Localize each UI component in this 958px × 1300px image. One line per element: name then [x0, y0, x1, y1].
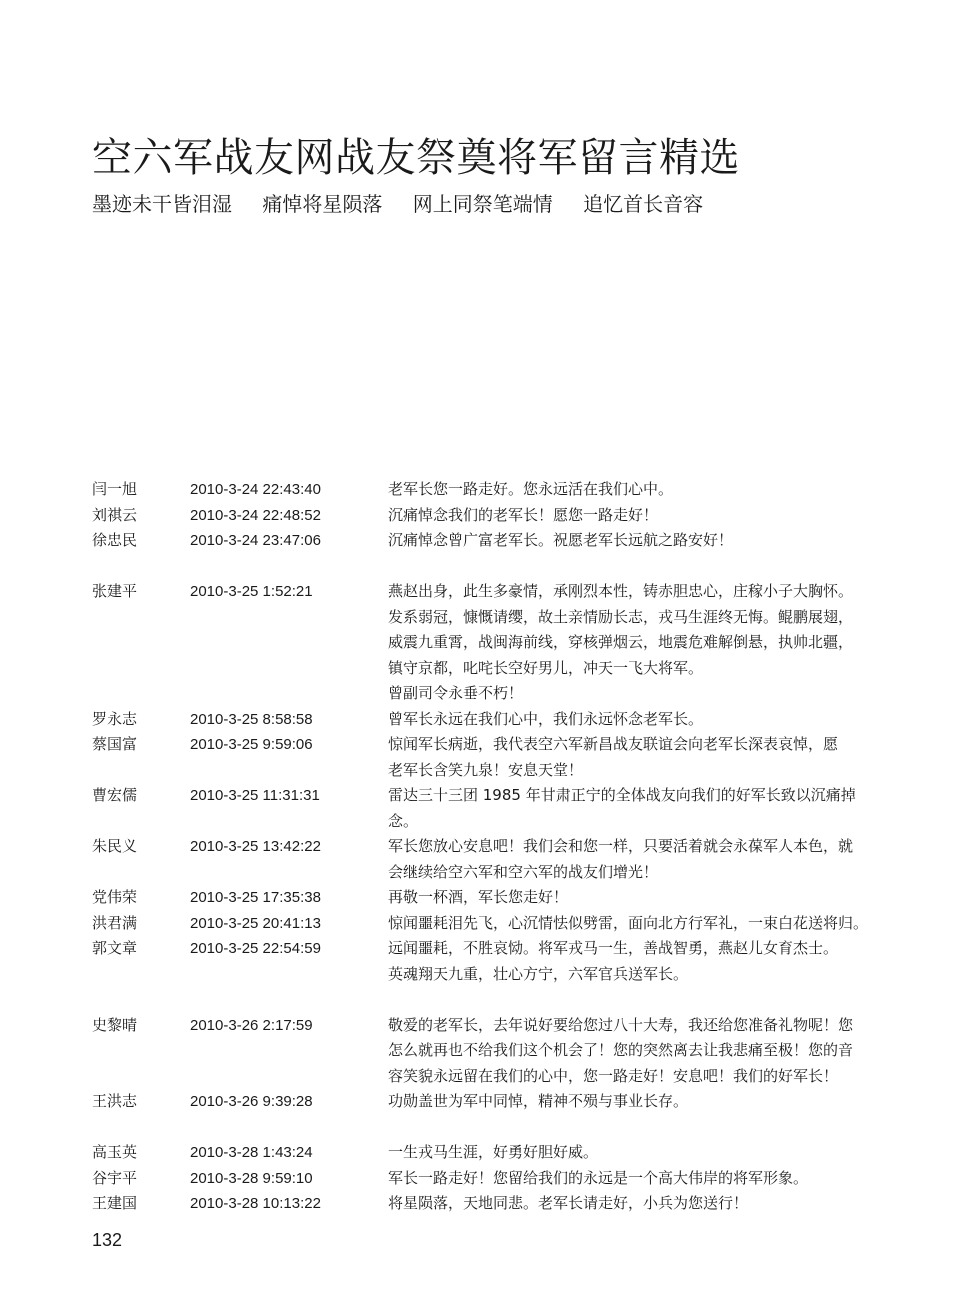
message-text [388, 834, 870, 885]
message-line: 军长一路走好！您留给我们的永远是一个高大伟岸的将军形象。 [388, 1168, 809, 1187]
message-entry [92, 707, 882, 733]
message-line: 惊闻军长病逝，我代表空六军新昌战友联谊会向老军长深表哀悼，愿 [388, 735, 839, 753]
subtitle-phrase: 痛悼将星陨落 [262, 192, 383, 216]
message-line: 容笑貌永远留在我们的心中，您一路走好！安息吧！我们的好军长！ [388, 1066, 839, 1085]
message-entry [92, 936, 882, 987]
message-text [388, 1089, 870, 1115]
message-line: 曾副司令永垂不朽！ [388, 684, 524, 702]
message-line: 沉痛悼念曾广富老军长。祝愿老军长远航之路安好！ [388, 531, 734, 549]
timestamp: 2010-3-28 9:59:10 [190, 1169, 313, 1187]
message-text [388, 1166, 870, 1192]
message-line: 沉痛悼念我们的老军长！愿您一路走好！ [388, 505, 659, 524]
timestamp: 2010-3-25 20:41:13 [190, 914, 321, 932]
timestamp: 2010-3-24 23:47:06 [190, 532, 321, 549]
message-text [388, 732, 870, 783]
message-line: 敬爱的老军长，去年说好要给您过八十大寿，我还给您准备礼物呢！您 [388, 1015, 854, 1034]
message-line: 军长您放心安息吧！我们会和您一样，只要活着就会永葆军人本色，就 [388, 837, 854, 855]
author-name: 王洪志 [92, 1092, 138, 1110]
author-name: 史黎晴 [92, 1015, 138, 1034]
message-line: 会继续给空六军和空六军的战友们增光！ [388, 862, 659, 881]
message-entry [92, 911, 882, 937]
message-line: 老军长含笑九泉！安息天堂！ [388, 760, 584, 779]
author-name: 蔡国富 [92, 735, 138, 753]
timestamp: 2010-3-28 1:43:24 [190, 1144, 313, 1161]
message-line: 惊闻噩耗泪先飞，心沉情怯似劈雷，面向北方行军礼，一束白花送将归。 [388, 913, 869, 932]
message-entry [92, 503, 882, 529]
message-text [388, 885, 870, 911]
message-text [388, 783, 870, 834]
message-line: 念。 [388, 811, 419, 830]
message-text [388, 1013, 870, 1090]
author-name: 刘祺云 [92, 505, 138, 524]
message-text [388, 1191, 870, 1217]
message-entry [92, 834, 882, 885]
subtitle [92, 190, 727, 218]
timestamp: 2010-3-26 2:17:59 [190, 1016, 313, 1034]
message-text [388, 1140, 870, 1166]
message-line: 发系弱冠，慷慨请缨，故土亲情励长志，戎马生涯终无悔。鲲鹏展翅， [388, 607, 854, 626]
author-name: 王建国 [92, 1194, 138, 1212]
author-name: 高玉英 [92, 1143, 138, 1161]
message-entry [92, 528, 882, 554]
subtitle-phrase: 网上同祭笔端情 [412, 192, 553, 216]
message-entry [92, 783, 882, 834]
subtitle-phrase: 墨迹未干皆泪湿 [92, 192, 232, 216]
message-line: 再敬一杯酒，军长您走好！ [388, 888, 569, 906]
message-line: 威震九重霄，战闽海前线，穿核弹烟云，地震危难解倒悬，执帅北疆， [388, 633, 854, 651]
author-name: 郭文章 [92, 939, 138, 957]
author-name: 谷宇平 [92, 1168, 138, 1187]
message-line: 一生戎马生涯，好勇好胆好威。 [388, 1143, 599, 1161]
message-line: 燕赵出身，此生多豪情，承刚烈本性，铸赤胆忠心，庄稼小子大胸怀。 [388, 582, 854, 600]
timestamp: 2010-3-25 13:42:22 [190, 838, 321, 855]
message-entry [92, 477, 882, 503]
author-name: 罗永志 [92, 709, 138, 728]
author-name: 徐忠民 [92, 531, 138, 549]
message-line: 远闻噩耗，不胜哀恸。将军戎马一生，善战智勇，燕赵儿女育杰士。 [388, 939, 839, 957]
author-name: 闫一旭 [92, 480, 138, 498]
message-line: 镇守京都，叱咤长空好男儿，冲天一飞大将军。 [388, 658, 704, 677]
message-text [388, 579, 870, 707]
page-title: 空六军战友网战友祭奠将军留言精选 [92, 135, 740, 181]
author-name: 洪君满 [92, 913, 138, 932]
message-entry [92, 732, 882, 783]
message-line: 将星陨落，天地同悲。老军长请走好，小兵为您送行！ [388, 1194, 749, 1212]
message-entry [92, 885, 882, 911]
message-entry [92, 1166, 882, 1192]
message-entry [92, 1191, 882, 1217]
timestamp: 2010-3-25 11:31:31 [190, 787, 320, 804]
timestamp: 2010-3-25 22:54:59 [190, 940, 321, 957]
message-text [388, 477, 870, 503]
timestamp: 2010-3-24 22:43:40 [190, 481, 321, 498]
message-entry [92, 1013, 882, 1090]
message-line: 曾军长永远在我们心中，我们永远怀念老军长。 [388, 709, 704, 728]
message-text [388, 503, 870, 529]
author-name: 党伟荣 [92, 888, 138, 906]
message-text [388, 707, 870, 733]
message-line: 怎么就再也不给我们这个机会了！您的突然离去让我悲痛至极！您的音 [388, 1041, 854, 1059]
message-entry [92, 1089, 882, 1115]
page-number: 132 [92, 1230, 123, 1250]
message-text [388, 911, 870, 937]
message-entry [92, 1140, 882, 1166]
message-text [388, 936, 870, 987]
message-entry [92, 579, 882, 707]
message-text [388, 528, 870, 554]
subtitle-phrase: 追忆首长音容 [583, 192, 704, 216]
timestamp: 2010-3-25 17:35:38 [190, 889, 321, 906]
author-name: 张建平 [92, 582, 138, 600]
author-name: 朱民义 [92, 837, 138, 855]
message-line: 雷达三十三团 1985 年甘肃正宁的全体战友向我们的好军长致以沉痛掉 [388, 786, 856, 804]
author-name: 曹宏儒 [92, 786, 138, 804]
timestamp: 2010-3-25 1:52:21 [190, 583, 313, 600]
message-line: 功勋盖世为军中同悼，精神不殒与事业长存。 [388, 1092, 689, 1110]
timestamp: 2010-3-24 22:48:52 [190, 506, 321, 524]
message-list [92, 477, 882, 1217]
timestamp: 2010-3-26 9:39:28 [190, 1093, 313, 1110]
message-line: 老军长您一路走好。您永远活在我们心中。 [388, 480, 674, 498]
timestamp: 2010-3-25 8:58:58 [190, 710, 313, 728]
message-line: 英魂翔天九重，壮心方宁，六军官兵送军长。 [388, 964, 689, 983]
timestamp: 2010-3-25 9:59:06 [190, 736, 313, 753]
timestamp: 2010-3-28 10:13:22 [190, 1195, 321, 1212]
